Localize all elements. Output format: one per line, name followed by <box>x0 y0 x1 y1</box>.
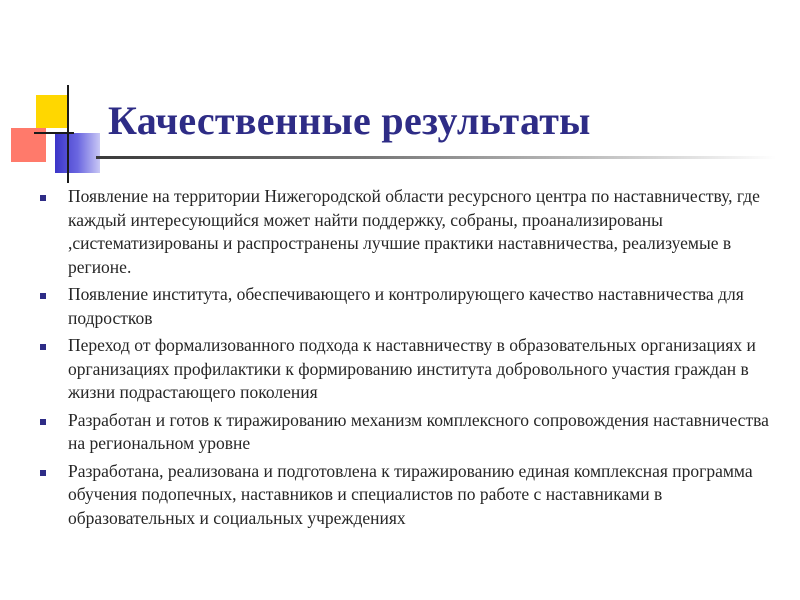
list-item <box>40 334 780 405</box>
decorative-yellow-square <box>36 95 69 128</box>
square-bullet-icon <box>40 344 46 350</box>
decorative-blue-square <box>55 133 100 173</box>
slide-title: Качественные результаты <box>108 98 591 143</box>
square-bullet-icon <box>40 419 46 425</box>
list-item <box>40 283 780 330</box>
list-item <box>40 409 780 456</box>
list-item-text: Разработана, реализована и подготовлена к тиражированию единая комплексная программа обучения подопечных, наставников и специалистов по работе с наставниками в образовательных и социальных учреждениях <box>68 460 753 528</box>
decorative-short-line <box>34 132 74 134</box>
list-item-text: Разработан и готов к тиражированию механизм комплексного сопровождения наставничества на региональном уровне <box>68 409 769 453</box>
list-item <box>40 460 780 531</box>
square-bullet-icon <box>40 195 46 201</box>
decorative-vertical-line <box>67 85 69 183</box>
results-list <box>40 185 780 534</box>
square-bullet-icon <box>40 293 46 299</box>
title-underline <box>96 156 776 159</box>
square-bullet-icon <box>40 470 46 476</box>
list-item-text: Переход от формализованного подхода к наставничеству в образовательных организациях и организациях профилактики к формированию института добровольного участия граждан в жизни подрастающего поколения <box>68 335 756 402</box>
list-item-text: Появление института, обеспечивающего и контролирующего качество наставничества для подростков <box>68 284 744 328</box>
list-item-text: Появление на территории Нижегородской области ресурсного центра по наставничеству, где каждый интересующийся может найти поддержку, собраны, проанализированы ,систематизированы и распространены лучшие практики наставничества, реализуемые в регионе. <box>68 186 760 277</box>
list-item <box>40 185 780 279</box>
